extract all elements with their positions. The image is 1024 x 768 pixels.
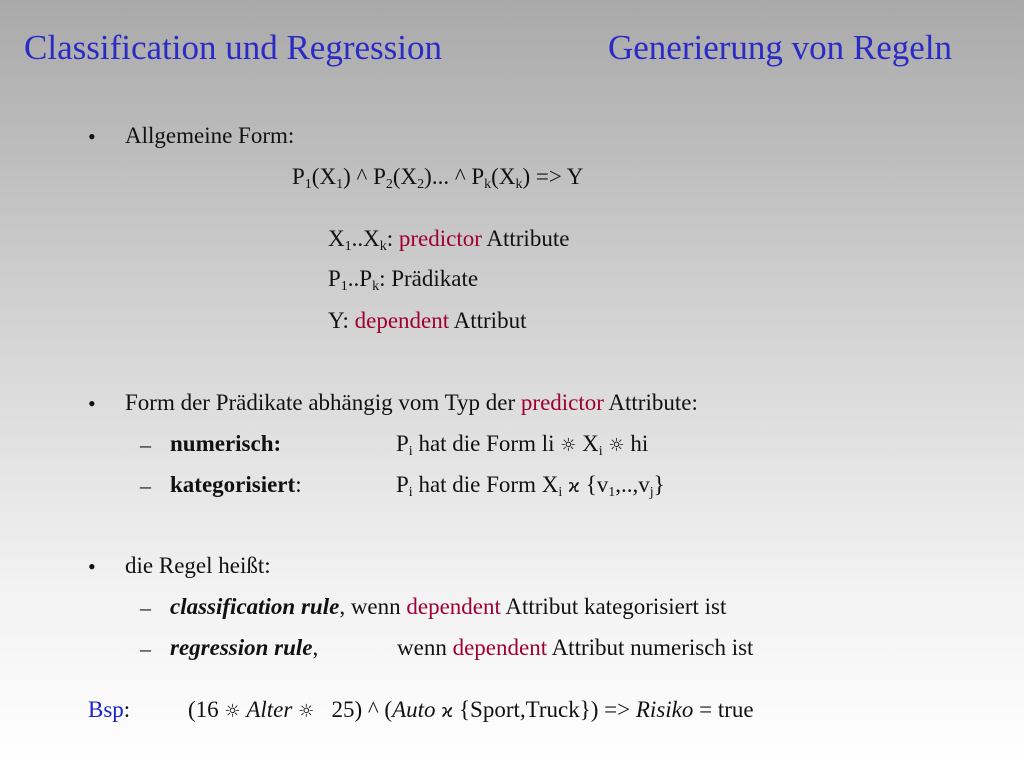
- example-rule: (16 ☼ Alter ☼ 25) ^ (Auto ϰ {Sport,Truck}) => Risiko = true: [188, 697, 754, 722]
- definition-predicates: $P_1..P_k$: Prädikate: [328, 266, 479, 294]
- sun-symbol-icon: ☼: [298, 701, 315, 722]
- bullet-3-marker: •: [88, 554, 96, 579]
- regression-rule-text: wenn dependent Attribut numerisch ist: [397, 635, 754, 660]
- sun-symbol-icon: ☼: [224, 701, 241, 722]
- definition-predictors: $X_1..X_k$: predictor Attribute: [328, 226, 570, 254]
- slide-title-left: Classification und Regression: [24, 28, 443, 67]
- numeric-term: numerisch:: [170, 431, 282, 456]
- bullet-2-text: Form der Prädikate abhängig vom Typ der predictor Attribute:: [125, 390, 698, 415]
- sun-symbol-icon: ☼: [560, 435, 577, 456]
- categorical-predicate-form: $P_i$ hat die Form $X_i$ ϰ $\{v_1,..,v_j\}$: [396, 472, 665, 500]
- bullet-2-marker: •: [88, 391, 96, 416]
- categorical-term: kategorisiert:: [170, 472, 302, 497]
- sun-symbol-icon: ☼: [608, 435, 625, 456]
- classification-rule-line: classification rule, wenn dependent Attribut kategorisiert ist: [170, 594, 727, 619]
- bullet-1-label: Allgemeine Form:: [125, 123, 295, 148]
- bullet-1-marker: •: [88, 124, 96, 149]
- sub-bullet-dash: –: [140, 473, 151, 498]
- sub-bullet-dash: –: [140, 595, 151, 620]
- sub-bullet-dash: –: [140, 432, 151, 457]
- example-label: Bsp:: [88, 697, 131, 722]
- numeric-predicate-form: $P_i$ hat die Form li ☼ $X_i$ ☼ hi: [396, 431, 649, 459]
- regression-rule-term: regression rule,: [170, 635, 319, 660]
- sub-bullet-dash: –: [140, 636, 151, 661]
- element-of-symbol-icon: ϰ: [441, 701, 454, 722]
- bullet-3-label: die Regel heißt:: [125, 553, 271, 578]
- general-form-formula: $P_1(X_1)$ ^ $P_2(X_2)$... ^ $P_k(X_k) => Y$: [292, 164, 584, 192]
- slide-title-right: Generierung von Regeln: [608, 28, 953, 67]
- definition-dependent: Y: dependent Attribut: [328, 308, 527, 333]
- element-of-symbol-icon: ϰ: [567, 476, 580, 497]
